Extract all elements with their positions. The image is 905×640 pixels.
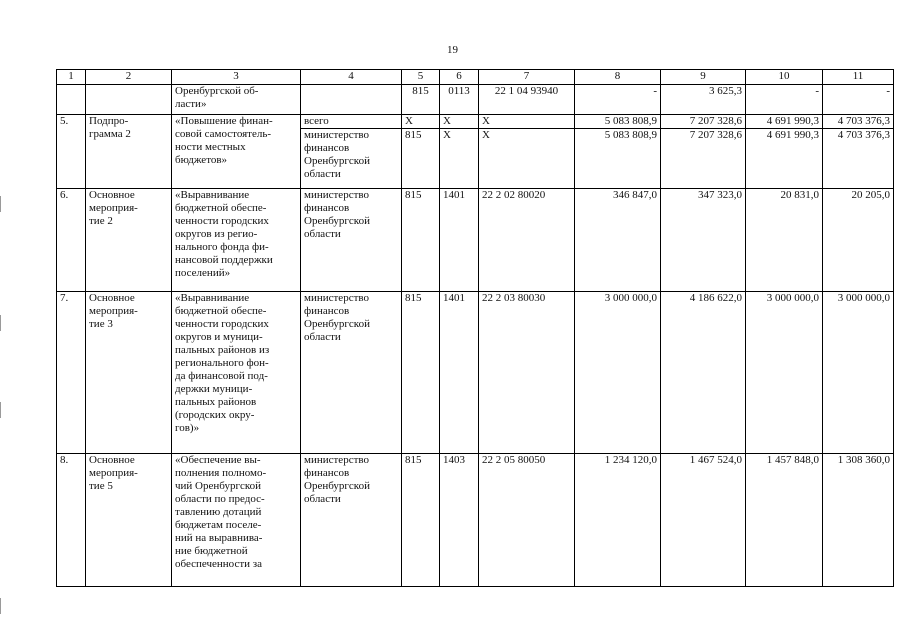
- cell-grbs: 815: [402, 189, 440, 292]
- cell-value: 5 083 808,9: [575, 115, 661, 129]
- scan-edge-mark: [0, 598, 1, 614]
- cell-num: 5.: [57, 115, 86, 189]
- cell-section: 1401: [440, 292, 479, 454]
- table-row: [57, 292, 894, 454]
- cell-value: 3 000 000,0: [575, 292, 661, 454]
- cell-num: 7.: [57, 292, 86, 454]
- table-row: [57, 85, 894, 115]
- cell-value: 347 323,0: [661, 189, 746, 292]
- cell-value: 3 000 000,0: [746, 292, 823, 454]
- column-header: 3: [172, 70, 301, 85]
- cell-executor: [301, 85, 402, 115]
- cell-value: 4 691 990,3: [746, 129, 823, 189]
- column-header: 9: [661, 70, 746, 85]
- table-row: [57, 454, 894, 587]
- page-number: 19: [447, 44, 458, 56]
- cell-grbs: 815: [402, 129, 440, 189]
- cell-executor: всего: [301, 115, 402, 129]
- cell-section: 1401: [440, 189, 479, 292]
- cell-value: 346 847,0: [575, 189, 661, 292]
- cell-executor: министерство финансов Оренбургской области: [301, 189, 402, 292]
- cell-executor: министерство финансов Оренбургской области: [301, 454, 402, 587]
- cell-target-article: 22 1 04 93940: [479, 85, 575, 115]
- cell-executor: министерство финансов Оренбургской области: [301, 129, 402, 189]
- column-header: 1: [57, 70, 86, 85]
- column-header: 2: [86, 70, 172, 85]
- cell-grbs: 815: [402, 454, 440, 587]
- cell-grbs: 815: [402, 292, 440, 454]
- cell-section: 0113: [440, 85, 479, 115]
- column-header: 8: [575, 70, 661, 85]
- scan-edge-mark: [0, 315, 1, 331]
- cell-value: 1 234 120,0: [575, 454, 661, 587]
- column-header: 4: [301, 70, 402, 85]
- cell-value: 7 207 328,6: [661, 115, 746, 129]
- cell-target-article: 22 2 05 80050: [479, 454, 575, 587]
- column-header: 11: [823, 70, 894, 85]
- cell-value: 3 625,3: [661, 85, 746, 115]
- column-header: 6: [440, 70, 479, 85]
- cell-value: 4 703 376,3: [823, 115, 894, 129]
- header-row: [57, 70, 894, 85]
- cell-grbs: 815: [402, 85, 440, 115]
- cell-value: 3 000 000,0: [823, 292, 894, 454]
- cell-num: 6.: [57, 189, 86, 292]
- cell-value: 20 831,0: [746, 189, 823, 292]
- cell-value: 1 467 524,0: [661, 454, 746, 587]
- cell-section: X: [440, 129, 479, 189]
- cell-value: 5 083 808,9: [575, 129, 661, 189]
- cell-value: 4 186 622,0: [661, 292, 746, 454]
- cell-value: -: [575, 85, 661, 115]
- cell-title: Оренбургской об- ласти»: [172, 85, 301, 115]
- cell-value: -: [823, 85, 894, 115]
- cell-value: -: [746, 85, 823, 115]
- cell-value: 1 457 848,0: [746, 454, 823, 587]
- budget-table: [56, 69, 894, 587]
- cell-title: «Выравнивание бюджетной обеспе- ченности городских округов и муници- пальных районов из регионального фон- да финансовой под- держки муници- пальных районов (городских окру- гов)»: [172, 292, 301, 454]
- cell-kind: Основное мероприя- тие 3: [86, 292, 172, 454]
- cell-value: 4 691 990,3: [746, 115, 823, 129]
- cell-title: «Обеспечение вы- полнения полномо- чий Оренбургской области по предос- тавлению дотаций бюджетам поселе- ний на выравнива- ние бюджетной обеспеченности за: [172, 454, 301, 587]
- cell-target-article: X: [479, 129, 575, 189]
- cell-section: X: [440, 115, 479, 129]
- cell-value: 1 308 360,0: [823, 454, 894, 587]
- cell-num: 8.: [57, 454, 86, 587]
- table-row: [57, 115, 894, 129]
- cell-grbs: X: [402, 115, 440, 129]
- cell-kind: [86, 85, 172, 115]
- scan-edge-mark: [0, 196, 1, 212]
- cell-kind: Основное мероприя- тие 2: [86, 189, 172, 292]
- cell-value: 4 703 376,3: [823, 129, 894, 189]
- cell-executor: министерство финансов Оренбургской области: [301, 292, 402, 454]
- cell-title: «Выравнивание бюджетной обеспе- ченности городских округов из регио- нального фонда фи- нансовой поддержки поселений»: [172, 189, 301, 292]
- column-header: 10: [746, 70, 823, 85]
- column-header: 5: [402, 70, 440, 85]
- cell-kind: Подпро- грамма 2: [86, 115, 172, 189]
- cell-value: 7 207 328,6: [661, 129, 746, 189]
- cell-target-article: 22 2 02 80020: [479, 189, 575, 292]
- cell-num: [57, 85, 86, 115]
- column-header: 7: [479, 70, 575, 85]
- cell-target-article: 22 2 03 80030: [479, 292, 575, 454]
- table-row: [57, 189, 894, 292]
- scan-edge-mark: [0, 402, 1, 418]
- cell-target-article: X: [479, 115, 575, 129]
- cell-title: «Повышение финан- совой самостоятель- ности местных бюджетов»: [172, 115, 301, 189]
- cell-value: 20 205,0: [823, 189, 894, 292]
- cell-kind: Основное мероприя- тие 5: [86, 454, 172, 587]
- cell-section: 1403: [440, 454, 479, 587]
